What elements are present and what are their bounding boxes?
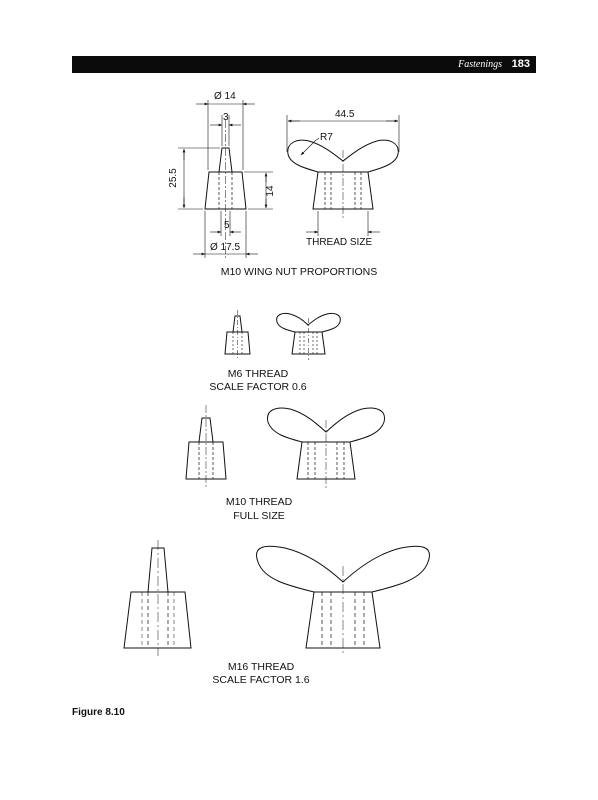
m16-scale-label: SCALE FACTOR 1.6 <box>212 674 310 686</box>
dim-outer-top-label: Ø 14 <box>214 91 236 102</box>
header-section-title: Fastenings <box>458 59 502 70</box>
m16-thread-label: M16 THREAD <box>227 661 295 673</box>
m10-side-view <box>186 405 226 488</box>
header-page-number: 183 <box>511 58 530 70</box>
m10-front-view <box>268 408 385 488</box>
m10-scale-label: FULL SIZE <box>233 510 285 522</box>
thread-size-label: THREAD SIZE <box>306 237 373 248</box>
m16-side-view <box>124 540 191 656</box>
m16-labels <box>212 661 309 686</box>
dim-radius-label: R7 <box>320 132 333 143</box>
dim-inner-bottom-label: 5 <box>224 220 230 231</box>
dim-outer-bottom-label: Ø 17.5 <box>210 242 241 253</box>
m6-scale-label: SCALE FACTOR 0.6 <box>209 381 307 393</box>
main-dimension-labels <box>168 91 377 278</box>
m6-side-view <box>225 310 250 360</box>
m10-labels <box>226 496 293 522</box>
m6-front-view <box>277 313 341 360</box>
dim-span-label: 44.5 <box>335 109 355 120</box>
main-drawing-title: M10 WING NUT PROPORTIONS <box>220 266 378 278</box>
dim-height-total-label: 25.5 <box>168 168 179 188</box>
m6-thread-label: M6 THREAD <box>227 368 289 380</box>
dim-inner-top-label: 3 <box>223 112 229 123</box>
dim-height-body-label: 14 <box>265 185 276 197</box>
m6-labels <box>209 368 306 393</box>
figure-caption: Figure 8.10 <box>72 707 125 718</box>
m16-front-view <box>257 546 430 656</box>
m10-thread-label: M10 THREAD <box>225 496 293 508</box>
main-side-view <box>205 120 246 258</box>
